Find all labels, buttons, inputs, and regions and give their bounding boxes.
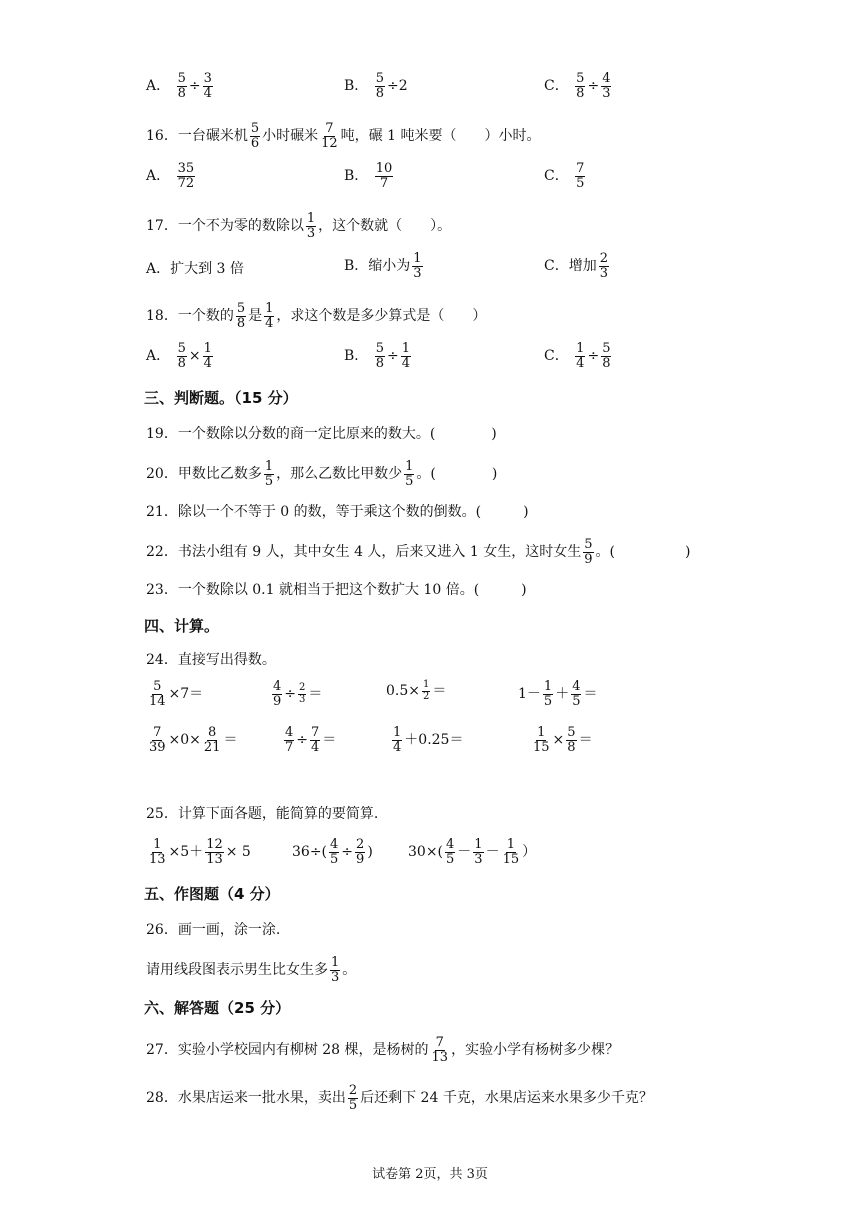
- question-26-prompt: 请用线段图表示男生比女生多 $\frac{1}{3}$ 。: [146, 955, 357, 985]
- page-footer: 试卷第 2页，共 3页: [372, 1167, 488, 1182]
- q15-option-b: B． $\frac{5}{8}$ ÷2: [344, 71, 408, 101]
- q17-option-a: A．扩大到 3 倍: [146, 261, 244, 277]
- fraction: $\frac{1}{3}$: [331, 955, 340, 985]
- section-6-heading: 六、解答题（25 分）: [144, 999, 291, 1017]
- fraction: $\frac{8}{21}$: [203, 725, 221, 755]
- fraction: $\frac{1}{4}$: [576, 341, 585, 371]
- fraction: $\frac{1}{3}$: [474, 837, 483, 867]
- q16-option-a: A． $\frac{35}{72}$: [146, 161, 195, 191]
- fraction: $\frac{1}{15}$: [533, 725, 550, 755]
- fraction: $\frac{1}{4}$: [265, 301, 274, 331]
- fraction: $\frac{1}{3}$: [413, 251, 422, 281]
- fraction: $\frac{7}{13}$: [431, 1035, 449, 1065]
- expr-24-4: 1－ $\frac{1}{5}$ ＋ $\frac{4}{5}$ ＝: [518, 679, 598, 709]
- question-27: 27．实验小学校园内有柳树 28 棵，是杨树的 $\frac{7}{13}$ ，实验小学有杨树多少棵？: [146, 1035, 620, 1065]
- q16-option-c: C． $\frac{7}{5}$: [544, 161, 585, 191]
- fraction: $\frac{5}{8}$: [177, 341, 186, 371]
- q15-option-c: C． $\frac{5}{8}$ ÷ $\frac{4}{3}$: [544, 71, 611, 101]
- fraction: $\frac{1}{4}$: [203, 341, 212, 371]
- fraction: $\frac{4}{9}$: [273, 679, 282, 709]
- fraction: $\frac{2}{9}$: [356, 837, 365, 867]
- question-23: 23．一个数除以 0.1 就相当于把这个数扩大 10 倍。( ): [146, 582, 527, 598]
- q17-option-b: B．缩小为 $\frac{1}{3}$: [344, 251, 422, 281]
- expr-24-6: $\frac{4}{7}$ ÷ $\frac{7}{4}$ ＝: [285, 725, 337, 755]
- fraction: $\frac{7}{12}$: [321, 121, 338, 151]
- expr-24-1: $\frac{5}{14}$ ×7＝: [149, 679, 204, 709]
- fraction: $\frac{5}{8}$: [602, 341, 611, 371]
- question-20: 20．甲数比乙数多 $\frac{1}{5}$ ，那么乙数比甲数少 $\frac{1}{5}$ 。( ): [146, 459, 498, 489]
- fraction: $\frac{5}{8}$: [236, 301, 246, 331]
- expr-25-2: 36÷( $\frac{4}{5}$ ÷ $\frac{2}{9}$ ): [292, 837, 373, 867]
- fraction: $\frac{4}{3}$: [602, 71, 611, 101]
- expr-24-5: $\frac{7}{39}$ ×0× $\frac{8}{21}$ ＝: [149, 725, 238, 755]
- fraction: $\frac{1}{5}$: [264, 459, 274, 489]
- fraction: $\frac{5}{8}$: [375, 71, 385, 101]
- fraction: $\frac{12}{13}$: [206, 837, 223, 867]
- fraction: $\frac{7}{5}$: [576, 161, 585, 191]
- fraction: $\frac{2}{5}$: [348, 1083, 358, 1113]
- fraction: $\frac{4}{7}$: [285, 725, 294, 755]
- fraction: $\frac{5}{8}$: [375, 341, 385, 371]
- fraction: $\frac{5}{8}$: [177, 71, 186, 101]
- question-21: 21．除以一个不等于 0 的数，等于乘这个数的倒数。( ): [146, 504, 529, 520]
- fraction: $\frac{1}{15}$: [502, 837, 520, 867]
- fraction: $\frac{4}{5}$: [330, 837, 339, 867]
- fraction: $\frac{3}{4}$: [203, 71, 212, 101]
- fraction: $\frac{1}{13}$: [149, 837, 166, 867]
- fraction: $\frac{1}{4}$: [393, 725, 402, 755]
- q18-option-b: B． $\frac{5}{8}$ ÷ $\frac{1}{4}$: [344, 341, 411, 371]
- section-3-heading: 三、判断题。（15 分）: [144, 389, 298, 407]
- fraction: $\frac{35}{72}$: [177, 161, 195, 191]
- fraction: $\frac{2}{3}$: [599, 251, 608, 281]
- section-4-heading: 四、计算。: [144, 617, 220, 635]
- fraction: $\frac{5}{8}$: [576, 71, 585, 101]
- question-22: 22．书法小组有 9 人，其中女生 4 人，后来又进入 1 女生，这时女生 $\frac{5}{9}$ 。( ): [146, 537, 691, 567]
- fraction: $\frac{4}{5}$: [446, 837, 455, 867]
- fraction: $\frac{5}{8}$: [567, 725, 576, 755]
- fraction: $\frac{5}{9}$: [584, 537, 593, 567]
- q18-option-c: C． $\frac{1}{4}$ ÷ $\frac{5}{8}$: [544, 341, 611, 371]
- fraction: $\frac{4}{5}$: [572, 679, 581, 709]
- fraction: $\frac{1}{2}$: [423, 679, 430, 702]
- question-24-title: 24．直接写出得数。: [146, 652, 276, 668]
- fraction: $\frac{7}{4}$: [311, 725, 320, 755]
- question-19: 19．一个数除以分数的商一定比原来的数大。( ): [146, 426, 497, 442]
- q16-option-b: B． $\frac{10}{7}$: [344, 161, 393, 191]
- fraction: $\frac{10}{7}$: [375, 161, 393, 191]
- expr-25-1: $\frac{1}{13}$ ×5＋ $\frac{12}{13}$ × 5: [149, 837, 251, 867]
- question-25-title: 25．计算下面各题，能简算的要简算.: [146, 806, 379, 822]
- fraction: $\frac{7}{39}$: [149, 725, 166, 755]
- q15-option-a: A． $\frac{5}{8}$ ÷ $\frac{3}{4}$: [146, 71, 212, 101]
- fraction: $\frac{2}{3}$: [299, 682, 306, 705]
- question-26-title: 26．画一画，涂一涂.: [146, 922, 281, 938]
- fraction: $\frac{1}{4}$: [401, 341, 411, 371]
- fraction: $\frac{5}{6}$: [250, 121, 260, 151]
- question-17: 17．一个不为零的数除以 $\frac{1}{3}$ ，这个数就（ ）。: [146, 211, 452, 241]
- question-16: 16．一台碾米机 $\frac{5}{6}$ 小时碾米 $\frac{7}{12}$ 吨，碾 1 吨米要（ ）小时。: [146, 121, 541, 151]
- expr-24-7: $\frac{1}{4}$ ＋0.25＝: [393, 725, 464, 755]
- expr-24-3: 0.5× $\frac{1}{2}$ ＝: [386, 679, 447, 702]
- section-5-heading: 五、作图题（4 分）: [144, 885, 280, 903]
- fraction: $\frac{1}{3}$: [306, 211, 316, 241]
- fraction: $\frac{1}{5}$: [543, 679, 553, 709]
- fraction: $\frac{5}{14}$: [149, 679, 166, 709]
- expr-24-2: $\frac{4}{9}$ ÷ $\frac{2}{3}$ ＝: [273, 679, 323, 709]
- expr-24-8: $\frac{1}{15}$ × $\frac{5}{8}$ ＝: [533, 725, 593, 755]
- q18-option-a: A． $\frac{5}{8}$ × $\frac{1}{4}$: [146, 341, 212, 371]
- question-18: 18．一个数的 $\frac{5}{8}$ 是 $\frac{1}{4}$ ，求这个数是多少算式是（ ）: [146, 301, 487, 331]
- question-28: 28．水果店运来一批水果，卖出 $\frac{2}{5}$ 后还剩下 24 千克，水果店运来水果多少千克？: [146, 1083, 653, 1113]
- expr-25-3: 30×( $\frac{4}{5}$ － $\frac{1}{3}$ － $\frac{1}{15}$ ）: [408, 837, 537, 867]
- q17-option-c: C．增加 $\frac{2}{3}$: [544, 251, 608, 281]
- fraction: $\frac{1}{5}$: [405, 459, 414, 489]
